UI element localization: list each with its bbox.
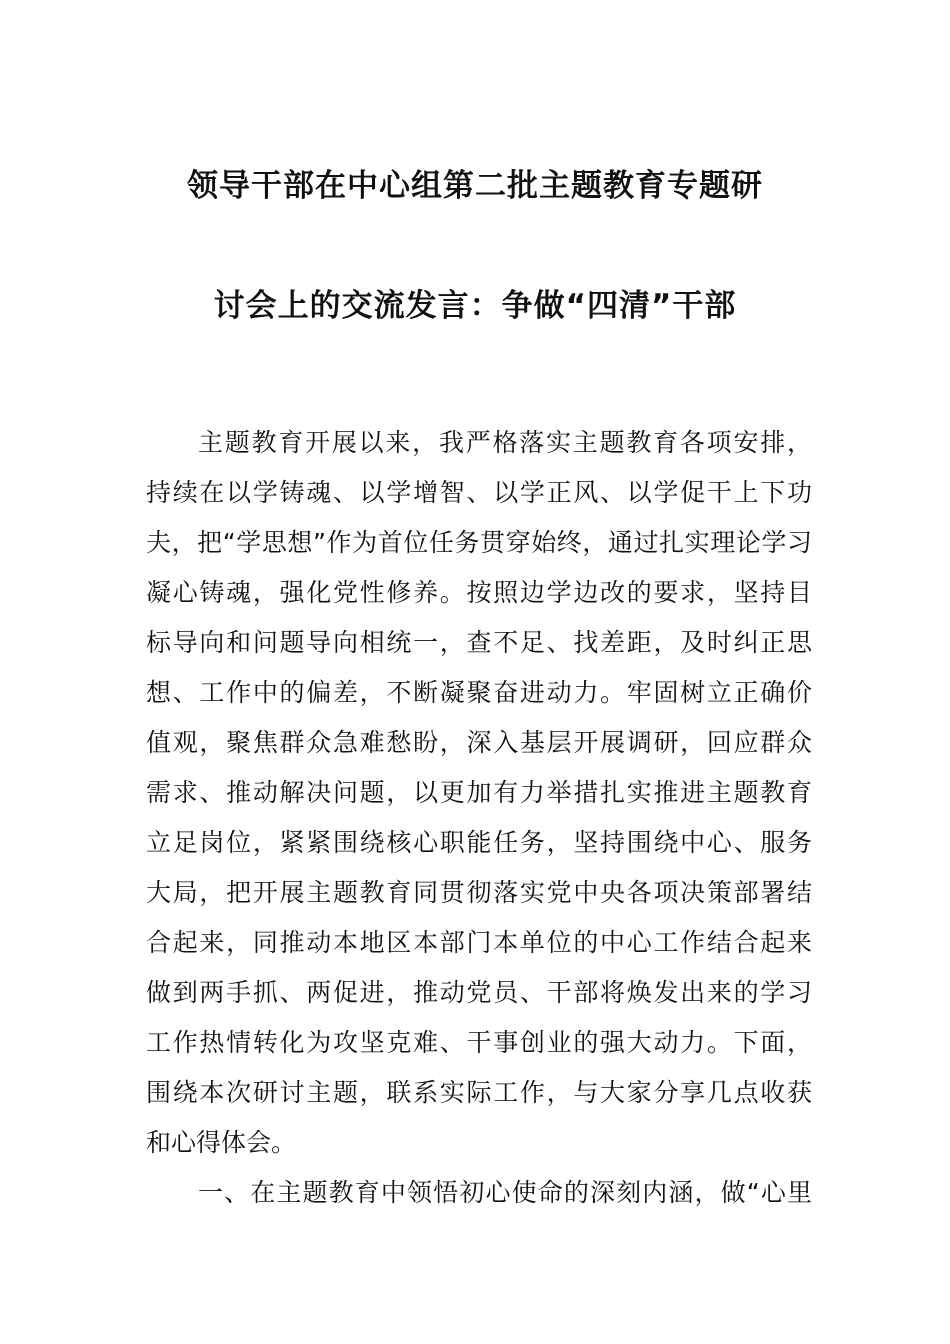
paragraph-line: 需求、推动解决问题，以更加有力举措扎实推进主题教育 [146, 778, 812, 807]
body-paragraph-1 [146, 418, 812, 1168]
paragraph-line: 合起来，同推动本地区本部门本单位的中心工作结合起来 [146, 928, 812, 957]
document-title-line-1: 领导干部在中心组第二批主题教育专题研 [187, 168, 763, 204]
document-title-line-2: 讨会上的交流发言：争做“四清”干部 [213, 288, 737, 324]
section-heading-line: 一、在主题教育中领悟初心使命的深刻内涵，做“心里 [198, 1178, 812, 1207]
paragraph-line: 夫，把“学思想”作为首位任务贯穿始终，通过扎实理论学习 [146, 528, 812, 557]
paragraph-line: 工作热情转化为攻坚克难、干事创业的强大动力。下面， [146, 1028, 812, 1057]
paragraph-line: 值观，聚焦群众急难愁盼，深入基层开展调研，回应群众 [146, 728, 812, 757]
paragraph-line: 标导向和问题导向相统一，查不足、找差距，及时纠正思 [146, 628, 812, 657]
paragraph-line: 立足岗位，紧紧围绕核心职能任务，坚持围绕中心、服务 [146, 828, 812, 857]
paragraph-line: 围绕本次研讨主题，联系实际工作，与大家分享几点收获 [146, 1078, 812, 1107]
paragraph-line: 主题教育开展以来，我严格落实主题教育各项安排， [198, 428, 812, 457]
paragraph-line: 做到两手抓、两促进，推动党员、干部将焕发出来的学习 [146, 978, 812, 1007]
paragraph-line: 凝心铸魂，强化党性修养。按照边学边改的要求，坚持目 [146, 578, 812, 607]
paragraph-line: 持续在以学铸魂、以学增智、以学正风、以学促干上下功 [146, 478, 812, 507]
paragraph-line: 大局，把开展主题教育同贯彻落实党中央各项决策部署结 [146, 878, 812, 907]
paragraph-line: 想、工作中的偏差，不断凝聚奋进动力。牢固树立正确价 [146, 678, 812, 707]
body-paragraph-2 [146, 1168, 812, 1218]
paragraph-line: 和心得体会。 [146, 1128, 297, 1157]
